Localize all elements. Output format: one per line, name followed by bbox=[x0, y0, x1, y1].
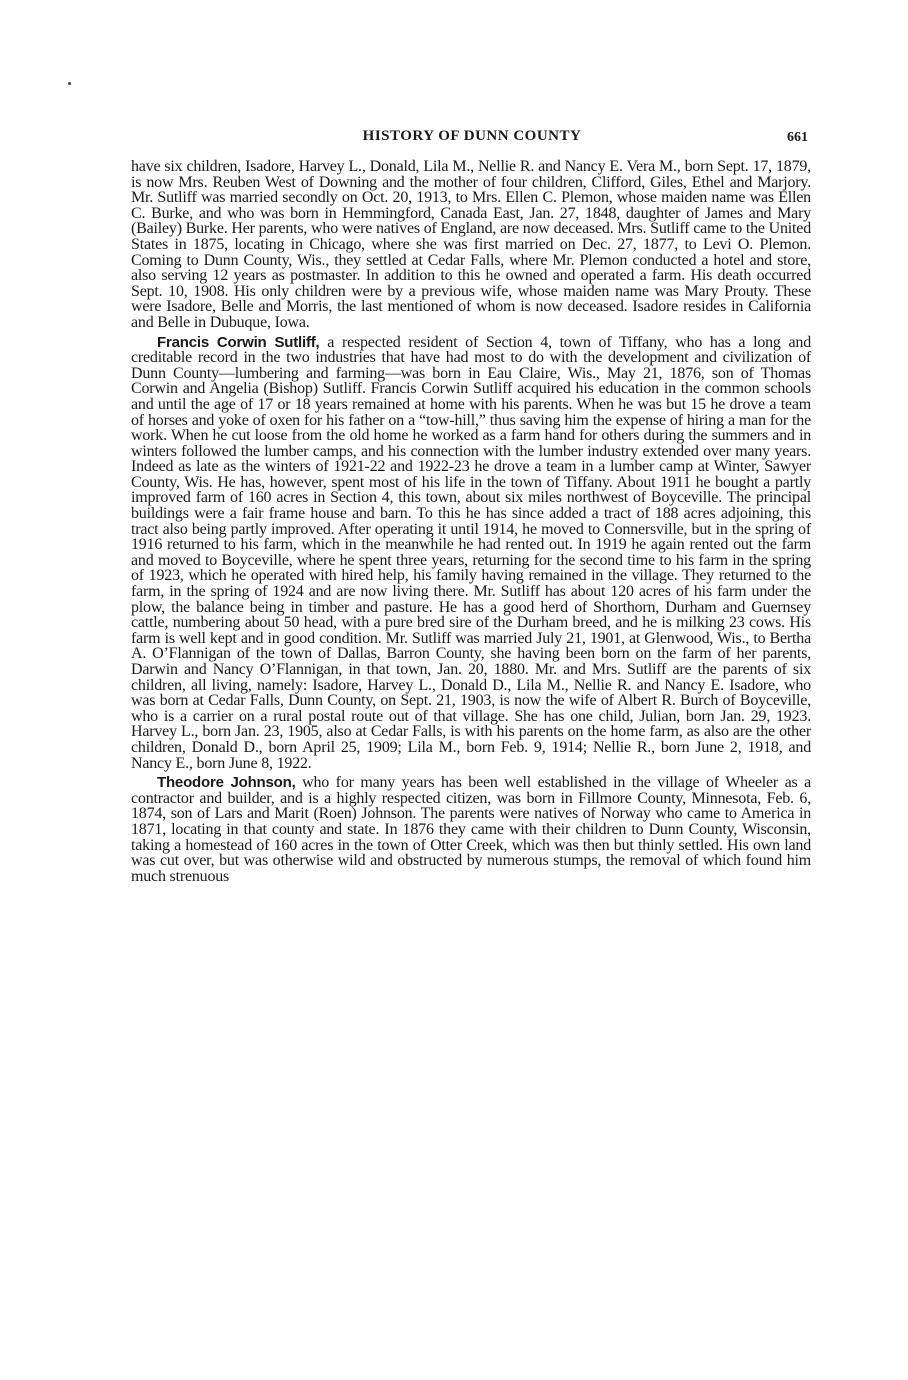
paragraph-text: a respected resident of Section 4, town of Tiffany, who has a long and creditable record in the two industries that have had most to do with the development and civilization of Dunn County—lumbering and farming—was born in Eau Claire, Wis., May 21, 1876, son of Thomas Corwin and Angelia (Bishop) Sutliff. Francis Corwin Sutliff acquired his education in the common schools and until the age of 17 or 18 years remained at home with his parents. When he was but 15 he drove a team of horses and yoke of oxen for his father on a “tow-hill,” thus saving him the expense of hiring a man for the work. When he cut loose from the old home he worked as a farm hand for others during the summers and in winters followed the lumber camps, and his connection with the lumber industry extended over many years. Indeed as late as the winters of 1921-22 and 1922-23 he drove a team in a lumber camp at Winter, Sawyer County, Wis. He has, however, spent most of his life in the town of Tiffany. About 1911 he bought a partly improved farm of 160 acres in Section 4, this town, about six miles northwest of Boyceville. The principal buildings were a fair frame house and barn. To this he has since added a tract of 188 acres adjoining, this tract also being partly improved. After operating it until 1914, he moved to Connersville, but in the spring of 1916 returned to his farm, which in the meanwhile he had rented out. In 1919 he again rented out the farm and moved to Boyceville, where he spent three years, returning for the second time to his farm in the spring of 1923, which he operated with hired help, his family having remained in the village. They returned to the farm, in the spring of 1924 and are now living there. Mr. Sutliff has about 120 acres of his farm under the plow, the balance being in timber and pasture. He has a good herd of Shorthorn, Durham and Guernsey cattle, numbering about 50 head, with a pure bred sire of the Durham breed, and he is milking 23 cows. His farm is well kept and in good condition. Mr. Sutliff was married July 21, 1901, at Glenwood, Wis., to Bertha A. O’Flannigan of the town of Dallas, Barron County, she having been born on the farm of her parents, Darwin and Nancy O’Flannigan, in that town, Jan. 20, 1880. Mr. and Mrs. Sutliff are the parents of six children, all living, namely: Isadore, Harvey L., Donald D., Lila M., Nellie R. and Nancy E. Isadore, who was born at Cedar Falls, Dunn County, on Sept. 21, 1903, is now the wife of Albert R. Burch of Boyceville, who is a carrier on a rural postal route out of that village. She has one child, Julian, born Jan. 29, 1923. Harvey L., born Jan. 23, 1905, also at Cedar Falls, is with his parents on the home farm, as also are the other children, Donald D., born April 25, 1909; Lila M., born Feb. 9, 1914; Nellie R., born June 2, 1918, and Nancy E., born June 8, 1922. bbox=[131, 333, 811, 772]
biography-name: Theodore Johnson, bbox=[157, 774, 296, 792]
paragraph-continuation bbox=[131, 159, 811, 331]
biography-name: Francis Corwin Sutliff, bbox=[157, 333, 320, 351]
page-number: 661 bbox=[787, 130, 808, 145]
paragraph-text: who for many years has been well established in the village of Wheeler as a contractor and builder, and is a highly respected citizen, was born in Fillmore County, Minnesota, Feb. 6, 1874, son of Lars and Marit (Roen) Johnson. The parents were natives of Norway who came to America in 1871, locating in that county and state. In 1876 they came with their children to Dunn County, Wisconsin, taking a homestead of 160 acres in the town of Otter Creek, which was then but thinly settled. His own land was cut over, but was otherwise wild and obstructed by numerous stumps, the removal of which found him much strenuous bbox=[131, 774, 811, 885]
biography-francis-corwin-sutliff bbox=[131, 335, 811, 772]
biography-theodore-johnson bbox=[131, 775, 811, 884]
ink-speck bbox=[68, 82, 71, 85]
body-text bbox=[131, 159, 811, 888]
running-header bbox=[136, 128, 808, 148]
running-title: HISTORY OF DUNN COUNTY bbox=[362, 128, 582, 144]
paragraph-text: have six children, Isadore, Harvey L., Donald, Lila M., Nellie R. and Nancy E. Vera M., born Sept. 17, 1879, is now Mrs. Reuben West of Downing and the mother of four children, Clifford, Giles, Ethel and Marjory. Mr. Sutliff was married secondly on Oct. 20, 1913, to Mrs. Ellen C. Plemon, whose maiden name was Ellen C. Burke, and who was born in Hemmingford, Canada East, Jan. 27, 1848, daughter of James and Mary (Bailey) Burke. Her parents, who were natives of England, are now deceased. Mrs. Sutliff came to the United States in 1875, locating in Chicago, where she was first married on Dec. 27, 1877, to Levi O. Plemon. Coming to Dunn County, Wis., they settled at Cedar Falls, where Mr. Plemon conducted a hotel and store, also serving 12 years as postmaster. In addition to this he owned and operated a farm. His death occurred Sept. 10, 1908. His only children were by a previous wife, whose maiden name was Mary Prouty. These were Isadore, Belle and Morris, the last mentioned of whom is now deceased. Isadore resides in California and Belle in Dubuque, Iowa. bbox=[131, 158, 811, 331]
